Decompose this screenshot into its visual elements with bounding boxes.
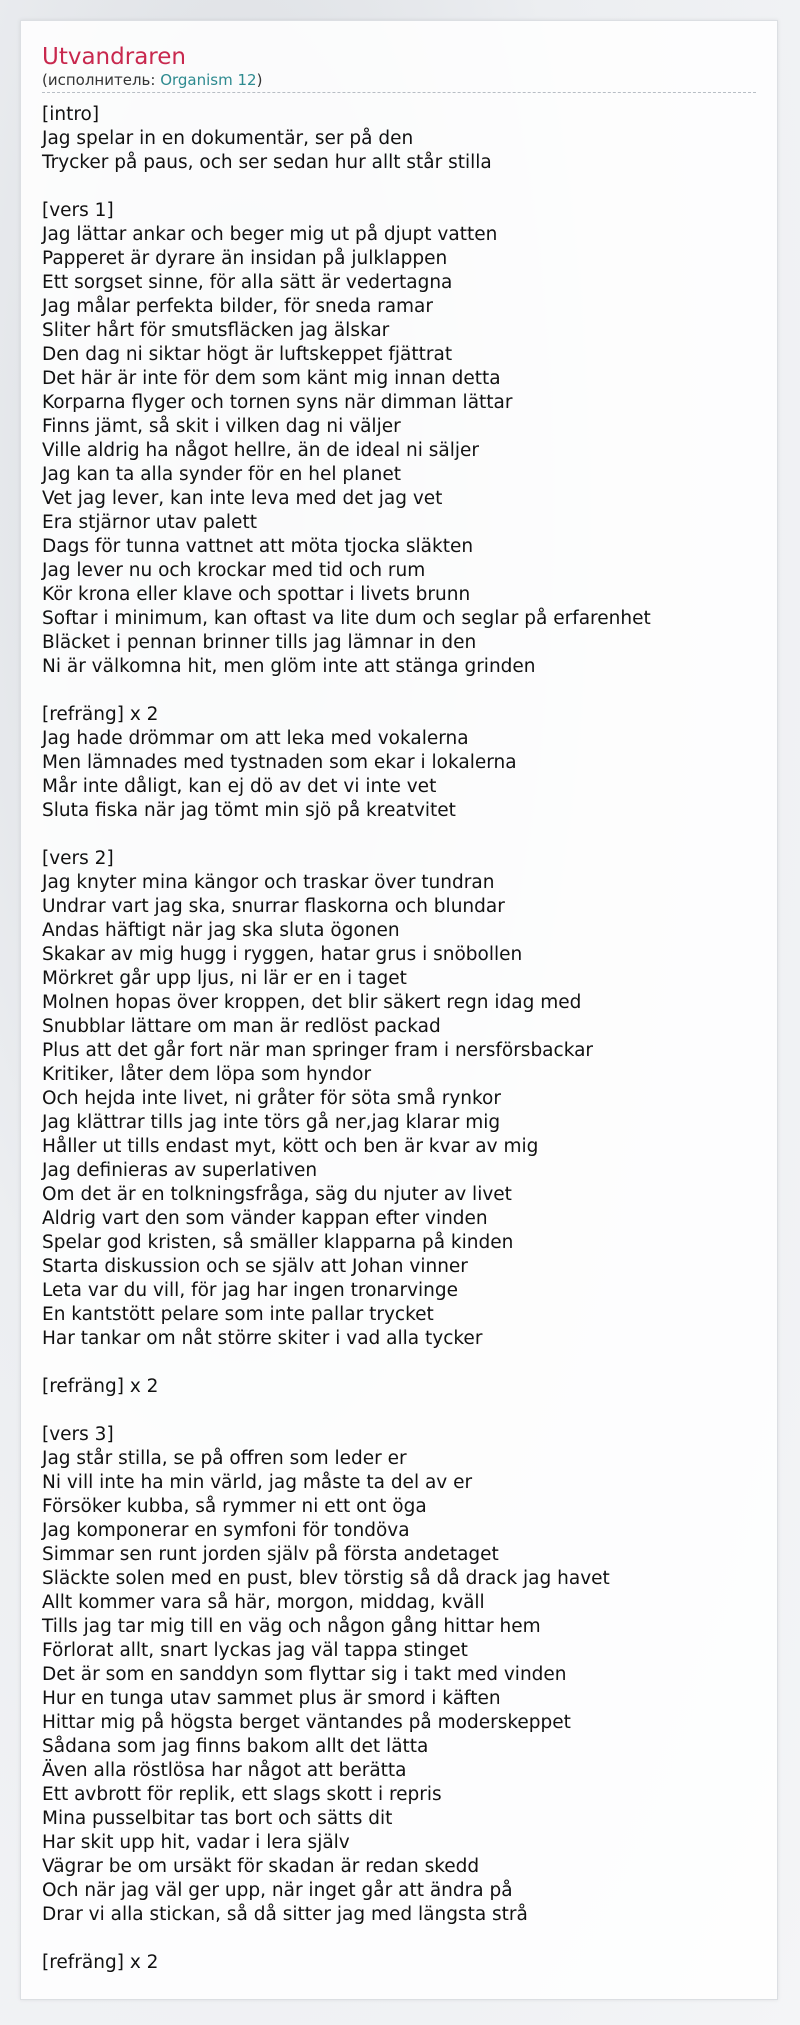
- lyric-line: Men lämnades med tystnaden som ekar i lokalerna: [42, 752, 517, 773]
- lyric-line: Skakar av mig hugg i ryggen, hatar grus i snöbollen: [42, 944, 523, 965]
- lyric-line: Jag knyter mina kängor och traskar över tundran: [42, 872, 495, 893]
- lyric-line: Kör krona eller klave och spottar i livets brunn: [42, 584, 471, 605]
- lyric-line: Ni är välkomna hit, men glöm inte att stänga grinden: [42, 656, 536, 677]
- lyric-line: Även alla röstlösa har något att berätta: [42, 1760, 407, 1781]
- lyric-line: Sluta fiska när jag tömt min sjö på kreatvitet: [42, 800, 456, 821]
- lyric-line: Det här är inte för dem som känt mig innan detta: [42, 368, 501, 389]
- lyrics-stanza: [42, 103, 756, 175]
- lyric-line: Korparna flyger och tornen syns när dimman lättar: [42, 392, 513, 413]
- performer-prefix: (исполнитель:: [42, 71, 161, 89]
- lyric-line: Har tankar om nåt större skiter i vad alla tycker: [42, 1328, 483, 1349]
- lyric-line: Mina pusselbitar tas bort och sätts dit: [42, 1808, 393, 1829]
- section-label: [refräng] x 2: [42, 1952, 159, 1973]
- section-label: [vers 1]: [42, 200, 114, 221]
- lyrics-stanza: [42, 1423, 756, 1927]
- lyric-line: Jag lättar ankar och beger mig ut på djupt vatten: [42, 224, 498, 245]
- lyric-line: Jag lever nu och krockar med tid och rum: [42, 560, 426, 581]
- lyric-line: En kantstött pelare som inte pallar trycket: [42, 1304, 434, 1325]
- lyric-line: Kritiker, låter dem löpa som hyndor: [42, 1064, 372, 1085]
- lyric-line: Simmar sen runt jorden själv på första andetaget: [42, 1544, 499, 1565]
- lyric-line: Hur en tunga utav sammet plus är smord i käften: [42, 1688, 501, 1709]
- lyric-line: Jag komponerar en symfoni för tondöva: [42, 1520, 410, 1541]
- lyric-line: Jag kan ta alla synder för en hel planet: [42, 464, 401, 485]
- lyric-line: Släckte solen med en pust, blev törstig så då drack jag havet: [42, 1568, 610, 1589]
- lyric-line: Molnen hopas över kroppen, det blir säkert regn idag med: [42, 992, 582, 1013]
- lyric-line: Bläcket i pennan brinner tills jag lämnar in den: [42, 632, 477, 653]
- lyric-line: Ett sorgset sinne, för alla sätt är vedertagna: [42, 272, 453, 293]
- lyric-line: Allt kommer vara så här, morgon, middag, kväll: [42, 1592, 485, 1613]
- lyric-line: Tills jag tar mig till en väg och någon gång hittar hem: [42, 1616, 541, 1637]
- lyric-line: Softar i minimum, kan oftast va lite dum och seglar på erfarenhet: [42, 608, 651, 629]
- lyrics-stanza: [42, 847, 756, 1351]
- lyric-line: Ville aldrig ha något hellre, än de ideal ni säljer: [42, 440, 480, 461]
- lyric-line: Andas häftigt när jag ska sluta ögonen: [42, 920, 400, 941]
- section-label: [intro]: [42, 104, 100, 125]
- lyric-line: Och när jag väl ger upp, när inget går att ändra på: [42, 1880, 513, 1901]
- lyric-line: Jag klättrar tills jag inte törs gå ner,jag klarar mig: [42, 1112, 501, 1133]
- lyric-line: Den dag ni siktar högt är luftskeppet fjättrat: [42, 344, 453, 365]
- section-label: [vers 2]: [42, 848, 114, 869]
- lyric-line: Era stjärnor utav palett: [42, 512, 257, 533]
- lyric-line: Dags för tunna vattnet att möta tjocka släkten: [42, 536, 474, 557]
- lyrics-stanza: [42, 703, 756, 823]
- lyric-line: Vet jag lever, kan inte leva med det jag vet: [42, 488, 443, 509]
- performer-link[interactable]: Organism 12: [160, 71, 257, 89]
- lyric-line: Sådana som jag finns bakom allt det lätta: [42, 1736, 429, 1757]
- lyrics-card: [20, 20, 778, 2000]
- lyric-line: Har skit upp hit, vadar i lera själv: [42, 1832, 350, 1853]
- lyric-line: Jag definieras av superlativen: [42, 1160, 318, 1181]
- lyric-line: Håller ut tills endast myt, kött och ben är kvar av mig: [42, 1136, 539, 1157]
- song-title: Utvandraren: [42, 44, 186, 70]
- lyric-line: Undrar vart jag ska, snurrar flaskorna och blundar: [42, 896, 505, 917]
- lyric-line: Det är som en sanddyn som flyttar sig i takt med vinden: [42, 1664, 567, 1685]
- lyric-line: Försöker kubba, så rymmer ni ett ont öga: [42, 1496, 427, 1517]
- lyrics-stanza: [42, 199, 756, 679]
- lyrics-stanza: [42, 1951, 756, 1975]
- lyric-line: Hittar mig på högsta berget väntandes på moderskeppet: [42, 1712, 571, 1733]
- lyric-line: Jag målar perfekta bilder, för sneda ramar: [42, 296, 433, 317]
- lyric-line: Papperet är dyrare än insidan på julklappen: [42, 248, 448, 269]
- lyric-line: Ett avbrott för replik, ett slags skott i repris: [42, 1784, 442, 1805]
- lyrics-stanza: [42, 1375, 756, 1399]
- lyric-line: Leta var du vill, för jag har ingen tronarvinge: [42, 1280, 459, 1301]
- performer-line: [42, 71, 756, 93]
- section-label: [vers 3]: [42, 1424, 114, 1445]
- lyric-line: Sliter hårt för smutsfläcken jag älskar: [42, 320, 390, 341]
- lyric-line: Plus att det går fort när man springer fram i nersförsbackar: [42, 1040, 594, 1061]
- section-label: [refräng] x 2: [42, 704, 159, 725]
- lyric-line: Jag spelar in en dokumentär, ser på den: [42, 128, 414, 149]
- lyric-line: Mår inte dåligt, kan ej dö av det vi inte vet: [42, 776, 437, 797]
- lyric-line: Starta diskussion och se själv att Johan vinner: [42, 1256, 468, 1277]
- lyric-line: Snubblar lättare om man är redlöst packad: [42, 1016, 441, 1037]
- section-label: [refräng] x 2: [42, 1376, 159, 1397]
- lyric-line: Förlorat allt, snart lyckas jag väl tappa stinget: [42, 1640, 468, 1661]
- lyrics-body: [42, 103, 756, 1975]
- lyric-line: Trycker på paus, och ser sedan hur allt står stilla: [42, 152, 492, 173]
- lyric-line: Ni vill inte ha min värld, jag måste ta del av er: [42, 1472, 473, 1493]
- lyric-line: Jag hade drömmar om att leka med vokalerna: [42, 728, 469, 749]
- lyric-line: Drar vi alla stickan, så då sitter jag med längsta strå: [42, 1904, 528, 1925]
- lyric-line: Om det är en tolkningsfråga, säg du njuter av livet: [42, 1184, 512, 1205]
- lyric-line: Vägrar be om ursäkt för skadan är redan skedd: [42, 1856, 480, 1877]
- lyric-line: Spelar god kristen, så smäller klapparna på kinden: [42, 1232, 514, 1253]
- lyric-line: Finns jämt, så skit i vilken dag ni väljer: [42, 416, 401, 437]
- lyric-line: Jag står stilla, se på offren som leder er: [42, 1448, 407, 1469]
- lyric-line: Mörkret går upp ljus, ni lär er en i taget: [42, 968, 407, 989]
- lyric-line: Aldrig vart den som vänder kappan efter vinden: [42, 1208, 488, 1229]
- performer-suffix: ): [256, 71, 263, 89]
- lyric-line: Och hejda inte livet, ni gråter för söta små rynkor: [42, 1088, 501, 1109]
